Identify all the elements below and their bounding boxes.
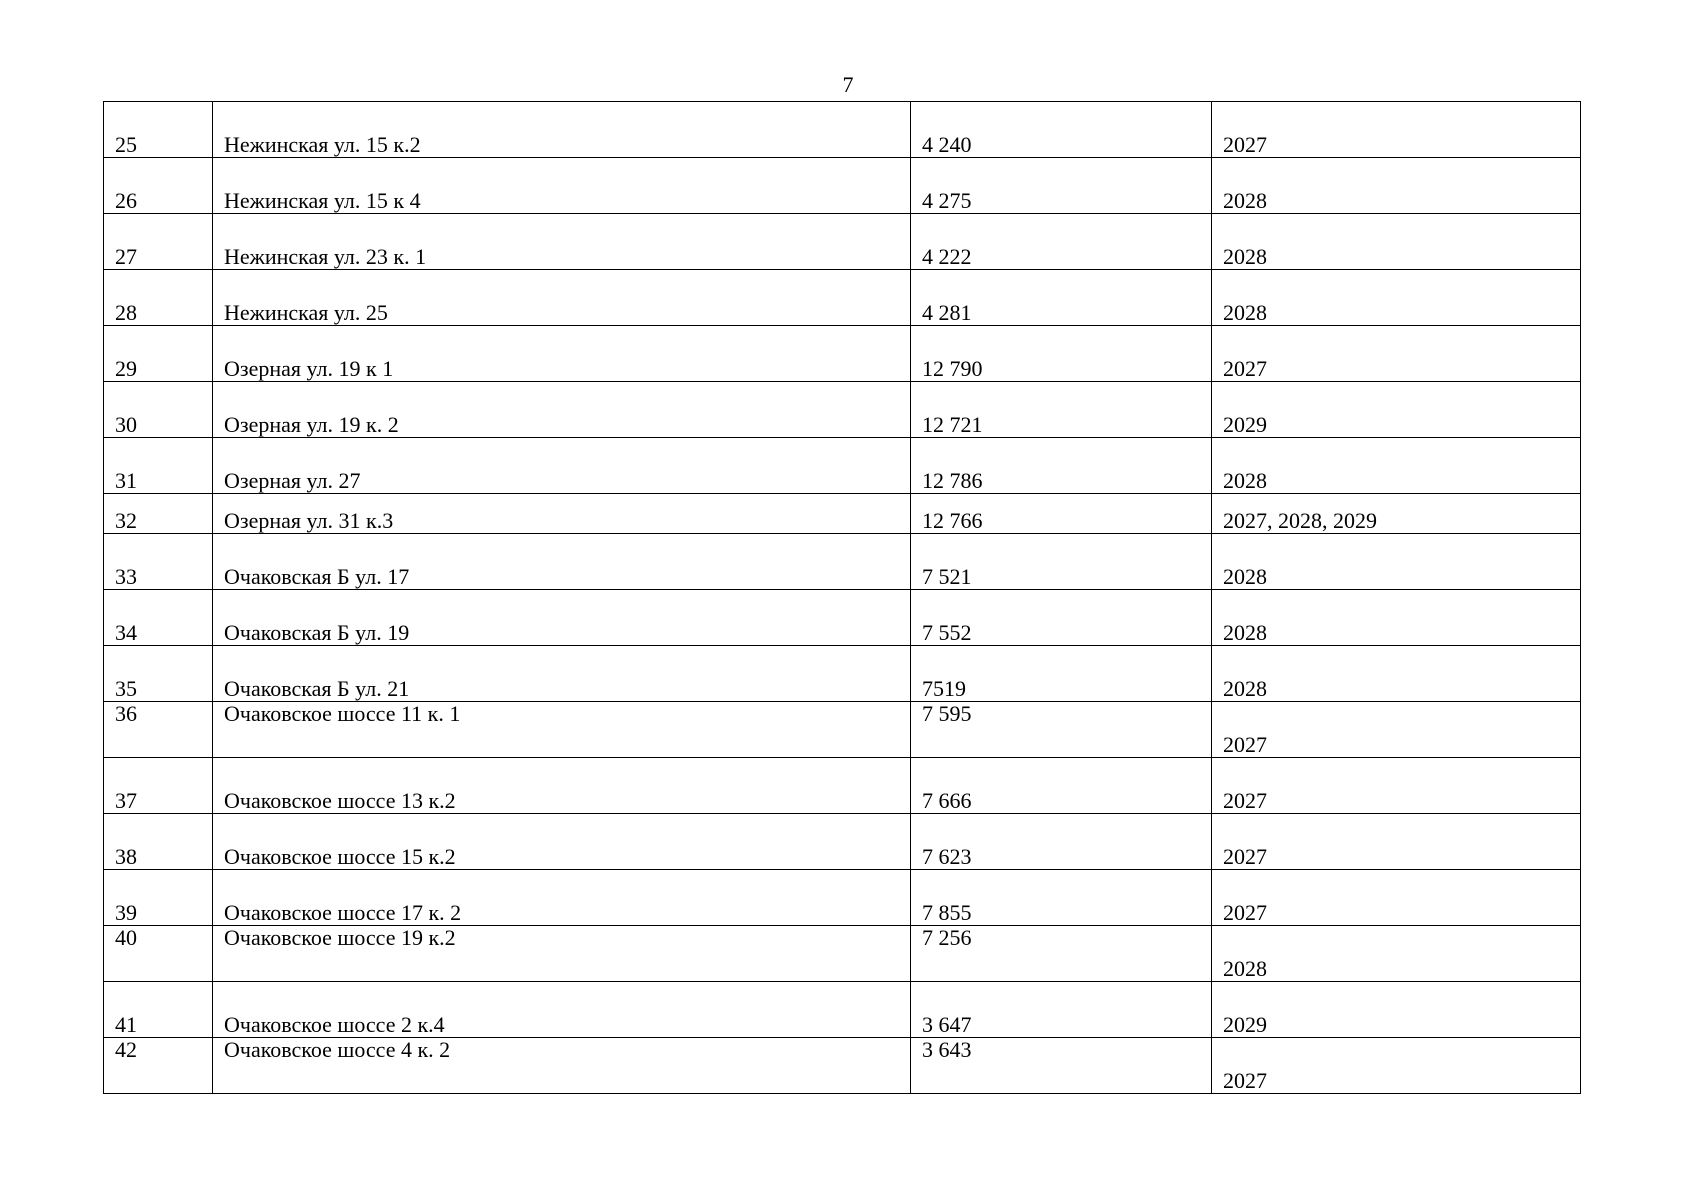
area-cell: 7 595 (911, 702, 1212, 758)
address-cell: Очаковское шоссе 17 к. 2 (213, 870, 911, 926)
year-cell: 2029 (1212, 982, 1581, 1038)
address-cell: Нежинская ул. 23 к. 1 (213, 214, 911, 270)
row-number-cell: 29 (104, 326, 213, 382)
area-cell: 4 240 (911, 102, 1212, 158)
row-number-cell: 26 (104, 158, 213, 214)
area-cell: 12 721 (911, 382, 1212, 438)
area-cell: 7 552 (911, 590, 1212, 646)
year-cell: 2027 (1212, 702, 1581, 758)
area-cell: 4 281 (911, 270, 1212, 326)
address-cell: Очаковское шоссе 11 к. 1 (213, 702, 911, 758)
row-number-cell: 33 (104, 534, 213, 590)
table-row (104, 438, 1581, 494)
row-number-cell: 38 (104, 814, 213, 870)
year-cell: 2028 (1212, 534, 1581, 590)
row-number-cell: 39 (104, 870, 213, 926)
area-cell: 3 643 (911, 1038, 1212, 1094)
area-cell: 12 786 (911, 438, 1212, 494)
table-row (104, 646, 1581, 702)
table-row (104, 702, 1581, 758)
year-cell: 2027 (1212, 758, 1581, 814)
building-schedule-table (103, 101, 1581, 1094)
address-cell: Озерная ул. 31 к.3 (213, 494, 911, 534)
row-number-cell: 42 (104, 1038, 213, 1094)
row-number-cell: 32 (104, 494, 213, 534)
row-number-cell: 25 (104, 102, 213, 158)
year-cell: 2027 (1212, 814, 1581, 870)
table-row (104, 870, 1581, 926)
area-cell: 7 623 (911, 814, 1212, 870)
year-cell: 2028 (1212, 214, 1581, 270)
row-number-cell: 28 (104, 270, 213, 326)
address-cell: Очаковское шоссе 13 к.2 (213, 758, 911, 814)
row-number-cell: 30 (104, 382, 213, 438)
year-cell: 2027, 2028, 2029 (1212, 494, 1581, 534)
row-number-cell: 34 (104, 590, 213, 646)
address-cell: Озерная ул. 27 (213, 438, 911, 494)
area-cell: 7 666 (911, 758, 1212, 814)
year-cell: 2027 (1212, 102, 1581, 158)
row-number-cell: 41 (104, 982, 213, 1038)
address-cell: Очаковская Б ул. 21 (213, 646, 911, 702)
address-cell: Очаковское шоссе 15 к.2 (213, 814, 911, 870)
table-row (104, 494, 1581, 534)
area-cell: 4 222 (911, 214, 1212, 270)
address-cell: Очаковское шоссе 2 к.4 (213, 982, 911, 1038)
year-cell: 2028 (1212, 438, 1581, 494)
area-cell: 4 275 (911, 158, 1212, 214)
year-cell: 2028 (1212, 270, 1581, 326)
area-cell: 7 521 (911, 534, 1212, 590)
table-row (104, 814, 1581, 870)
page-number: 7 (842, 72, 854, 97)
table-row (104, 758, 1581, 814)
year-cell: 2027 (1212, 326, 1581, 382)
address-cell: Озерная ул. 19 к 1 (213, 326, 911, 382)
table-row (104, 326, 1581, 382)
address-cell: Нежинская ул. 15 к 4 (213, 158, 911, 214)
area-cell: 3 647 (911, 982, 1212, 1038)
table-row (104, 214, 1581, 270)
row-number-cell: 31 (104, 438, 213, 494)
table-row (104, 982, 1581, 1038)
year-cell: 2028 (1212, 158, 1581, 214)
table-row (104, 926, 1581, 982)
address-cell: Очаковская Б ул. 19 (213, 590, 911, 646)
row-number-cell: 35 (104, 646, 213, 702)
year-cell: 2027 (1212, 870, 1581, 926)
address-cell: Озерная ул. 19 к. 2 (213, 382, 911, 438)
table-row (104, 270, 1581, 326)
address-cell: Нежинская ул. 25 (213, 270, 911, 326)
year-cell: 2028 (1212, 646, 1581, 702)
row-number-cell: 40 (104, 926, 213, 982)
address-cell: Очаковская Б ул. 17 (213, 534, 911, 590)
area-cell: 7 855 (911, 870, 1212, 926)
area-cell: 12 790 (911, 326, 1212, 382)
year-cell: 2028 (1212, 926, 1581, 982)
table-row (104, 590, 1581, 646)
table-body (104, 102, 1581, 1094)
area-cell: 7 256 (911, 926, 1212, 982)
address-cell: Нежинская ул. 15 к.2 (213, 102, 911, 158)
area-cell: 7519 (911, 646, 1212, 702)
row-number-cell: 37 (104, 758, 213, 814)
table-row (104, 1038, 1581, 1094)
table-row (104, 158, 1581, 214)
address-cell: Очаковское шоссе 19 к.2 (213, 926, 911, 982)
year-cell: 2027 (1212, 1038, 1581, 1094)
year-cell: 2029 (1212, 382, 1581, 438)
year-cell: 2028 (1212, 590, 1581, 646)
address-cell: Очаковское шоссе 4 к. 2 (213, 1038, 911, 1094)
table-row (104, 382, 1581, 438)
area-cell: 12 766 (911, 494, 1212, 534)
table-row (104, 534, 1581, 590)
row-number-cell: 36 (104, 702, 213, 758)
table-row (104, 102, 1581, 158)
row-number-cell: 27 (104, 214, 213, 270)
